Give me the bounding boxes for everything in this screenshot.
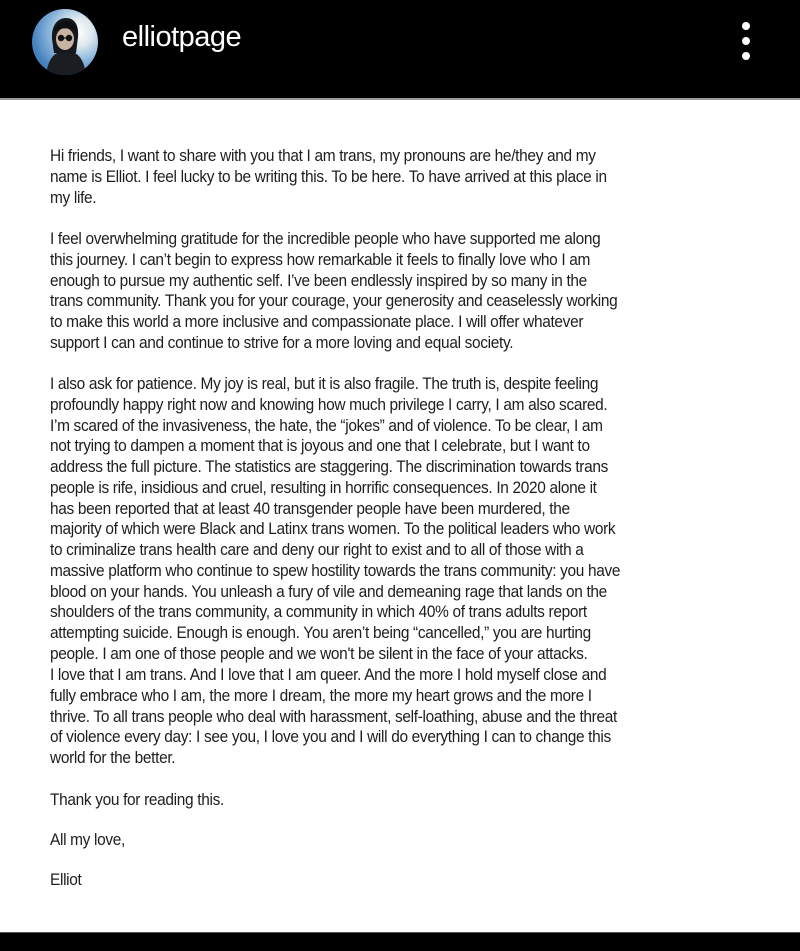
more-vertical-icon [742, 52, 750, 60]
post-text-line: thrive. To all trans people who deal with harassment, self-loathing, abuse and the threat [50, 706, 617, 726]
post-text-line: name is Elliot. I feel lucky to be writing this. To be here. To have arrived at this place in [50, 166, 607, 186]
more-vertical-icon [742, 22, 750, 30]
post-text-line: has been reported that at least 40 transgender people have been murdered, the [50, 498, 570, 518]
post-text-line: Hi friends, I want to share with you that I am trans, my pronouns are he/they and my [50, 146, 596, 165]
post-text-line: fully embrace who I am, the more I dream, the more my heart grows and the more I [50, 685, 592, 705]
post-text-line: this journey. I can’t begin to express how remarkable it feels to finally love who I am [50, 249, 591, 269]
post-text-line: Thank you for reading this. [50, 790, 224, 809]
profile-header [0, 0, 800, 98]
post-text-line: I love that I am trans. And I love that I am queer. And the more I hold myself close and [50, 665, 607, 684]
post-text-line: to make this world a more inclusive and compassionate place. I will offer whatever [50, 312, 584, 331]
bottom-bar [0, 933, 800, 951]
post-text-line: blood on your hands. You unleash a fury of vile and demeaning rage that lands on the [50, 581, 607, 601]
post-text-line: I’m scared of the invasiveness, the hate, the “jokes” and of violence. To be clear, I am [50, 415, 603, 435]
post-text-line: not trying to dampen a moment that is joyous and one that I celebrate, but I want to [50, 436, 590, 456]
post-text-line: of violence every day: I see you, I love you and I will do everything I can to change this [50, 727, 611, 747]
post-text-line: Elliot [50, 870, 82, 889]
username[interactable]: elliotpage [122, 21, 242, 53]
more-options-button[interactable] [736, 22, 756, 62]
more-vertical-icon [742, 37, 750, 45]
post-text-line: All my love, [50, 830, 125, 849]
post-text-line: I also ask for patience. My joy is real, but it is also fragile. The truth is, despite feeling [50, 374, 599, 393]
post-text-line: address the full picture. The statistics are staggering. The discrimination towards trans [50, 457, 609, 476]
post-text-line: world for the better. [50, 748, 176, 767]
post-text-line: attempting suicide. Enough is enough. You aren’t being “cancelled,” you are hurting [50, 623, 591, 642]
post-text-line: people is rife, insidious and cruel, resulting in horrific consequences. In 2020 alone it [50, 477, 597, 497]
post-text-line: trans community. Thank you for your courage, your generosity and ceaselessly working [50, 291, 618, 311]
post-text-line: support I can and continue to strive for a more loving and equal society. [50, 332, 514, 352]
profile-photo-icon [32, 9, 98, 75]
post-text-line: I feel overwhelming gratitude for the incredible people who have supported me along [50, 229, 601, 248]
post-text-line: enough to pursue my authentic self. I’ve been endlessly inspired by so many in the [50, 270, 587, 290]
post-text-line: massive platform who continue to spew hostility towards the trans community: you have [50, 560, 621, 580]
post-text-line: to criminalize trans health care and deny our right to exist and to all of those with a [50, 540, 584, 559]
header-divider [0, 98, 800, 100]
post-text-line: my life. [50, 187, 97, 207]
post-text-line: shoulders of the trans community, a community in which 40% of trans adults report [50, 602, 587, 622]
post-text-line: people. I am one of those people and we won't be silent in the face of your attacks. [50, 643, 588, 663]
post-text-line: majority of which were Black and Latinx trans women. To the political leaders who work [50, 519, 616, 539]
post-text-line: profoundly happy right now and knowing how much privilege I carry, I am also scared. [50, 394, 608, 414]
avatar[interactable] [32, 9, 98, 75]
